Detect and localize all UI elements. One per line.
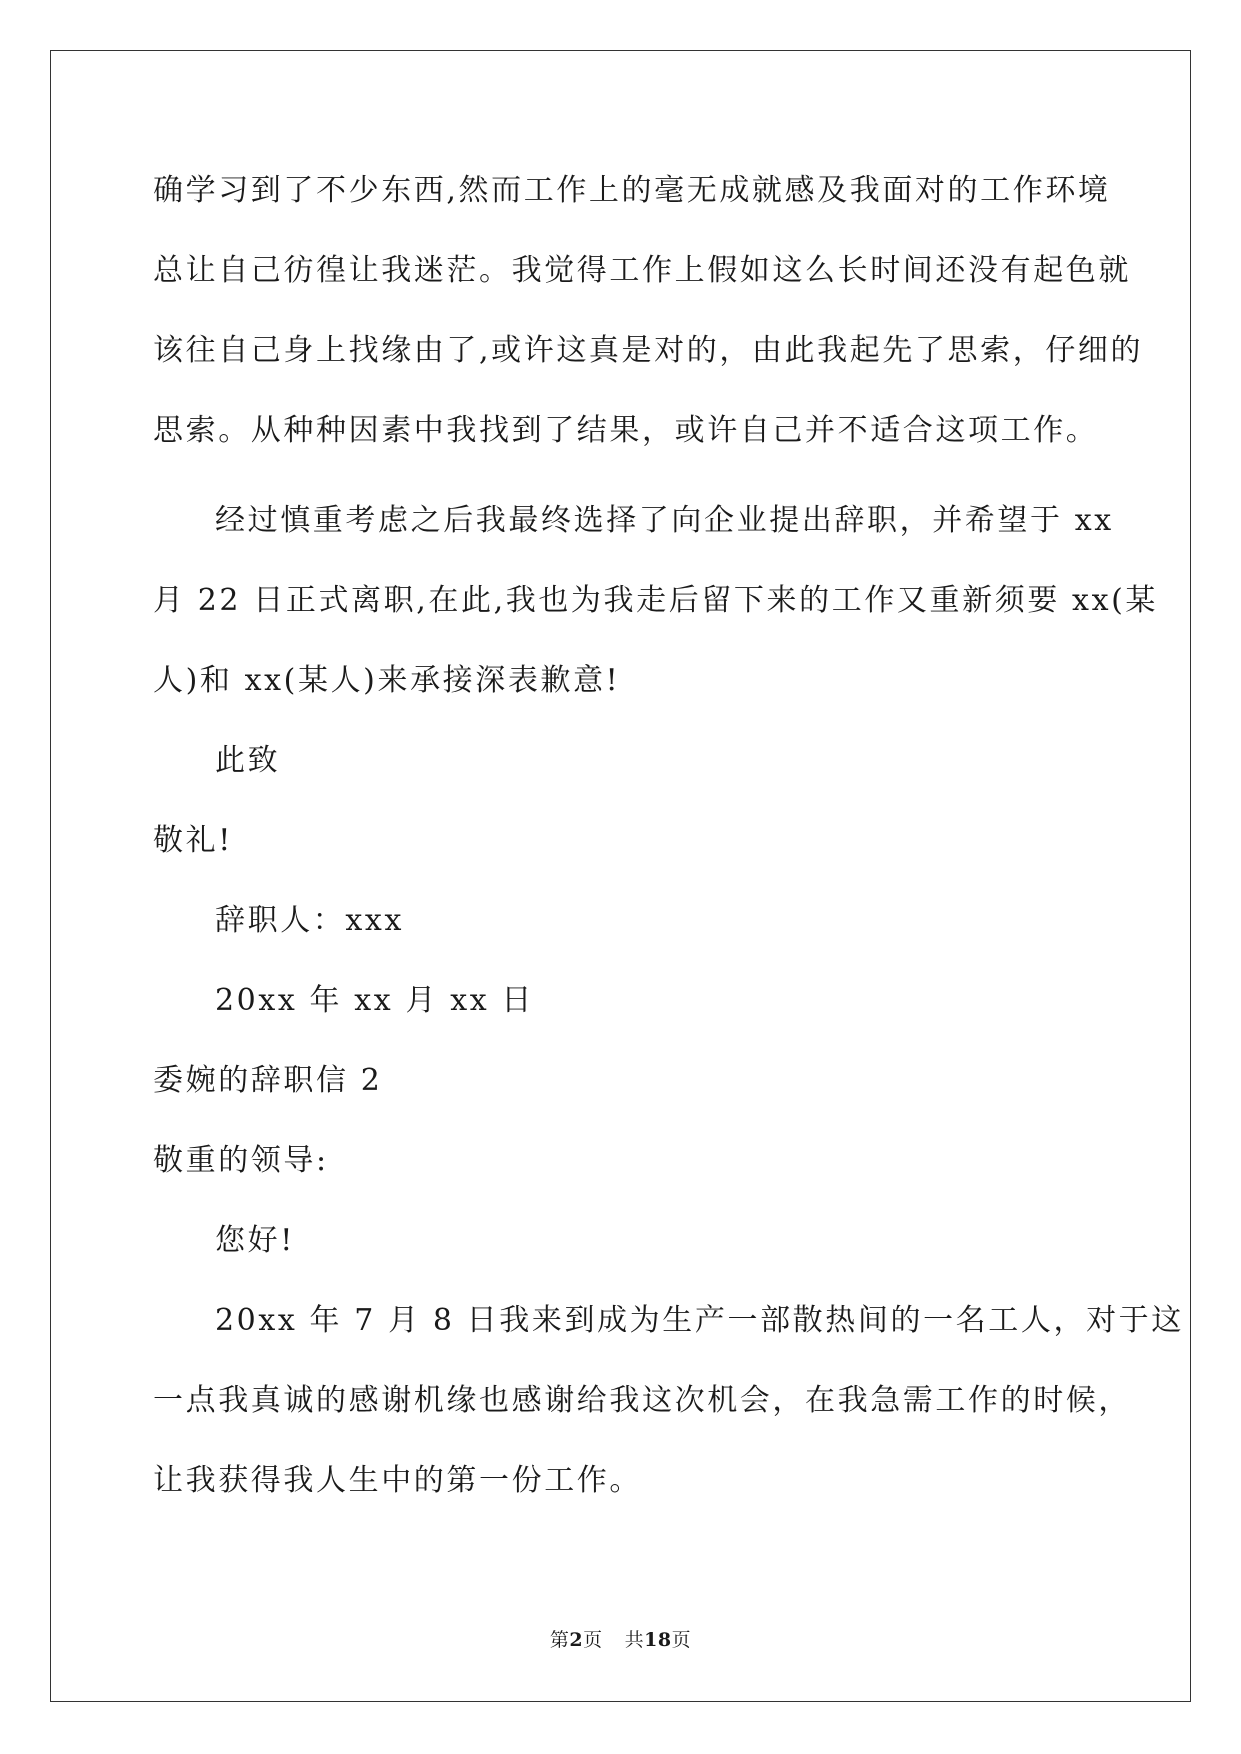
footer-total-suffix: 页 bbox=[671, 1629, 692, 1651]
page-frame bbox=[50, 50, 1191, 1702]
body-line-2: 总让自己彷徨让我迷茫。我觉得工作上假如这么长时间还没有起色就 bbox=[153, 253, 1131, 288]
footer-page-current: 2 bbox=[569, 1629, 584, 1651]
paragraph-resignation-line-1: 经过慎重考虑之后我最终选择了向企业提出辞职，并希望于 xx bbox=[215, 503, 1114, 538]
paragraph-intro-line-1: 20xx 年 7 月 8 日我来到成为生产一部散热间的一名工人，对于这 bbox=[215, 1303, 1184, 1338]
body-line-4: 思索。从种种因素中我找到了结果，或许自己并不适合这项工作。 bbox=[153, 413, 1099, 448]
letter-hello: 您好! bbox=[215, 1223, 295, 1258]
paragraph-intro-line-2: 一点我真诚的感谢机缘也感谢给我这次机会，在我急需工作的时候， bbox=[153, 1383, 1131, 1418]
paragraph-intro-line-3: 让我获得我人生中的第一份工作。 bbox=[153, 1463, 642, 1498]
signature-name: 辞职人：xxx bbox=[215, 903, 404, 938]
footer-total-prefix: 共 bbox=[624, 1629, 645, 1651]
paragraph-resignation-line-3: 人)和 xx(某人)来承接深表歉意! bbox=[153, 663, 621, 698]
body-line-1: 确学习到了不少东西,然而工作上的毫无成就感及我面对的工作环境 bbox=[153, 173, 1111, 208]
page-footer bbox=[0, 1628, 1241, 1652]
footer-page-prefix: 第 bbox=[549, 1629, 570, 1651]
body-line-3: 该往自己身上找缘由了,或许这真是对的，由此我起先了思索，仔细的 bbox=[153, 333, 1144, 368]
letter-greeting: 敬重的领导: bbox=[153, 1143, 329, 1178]
signature-date: 20xx 年 xx 月 xx 日 bbox=[215, 983, 534, 1018]
footer-page-suffix: 页 bbox=[583, 1629, 603, 1651]
footer-page-total: 18 bbox=[644, 1629, 672, 1651]
paragraph-resignation-line-2: 月 22 日正式离职,在此,我也为我走后留下来的工作又重新须要 xx(某 bbox=[153, 583, 1158, 618]
closing-regards: 敬礼! bbox=[153, 823, 233, 858]
closing-salutation: 此致 bbox=[215, 743, 281, 778]
section-title: 委婉的辞职信 2 bbox=[153, 1063, 383, 1098]
